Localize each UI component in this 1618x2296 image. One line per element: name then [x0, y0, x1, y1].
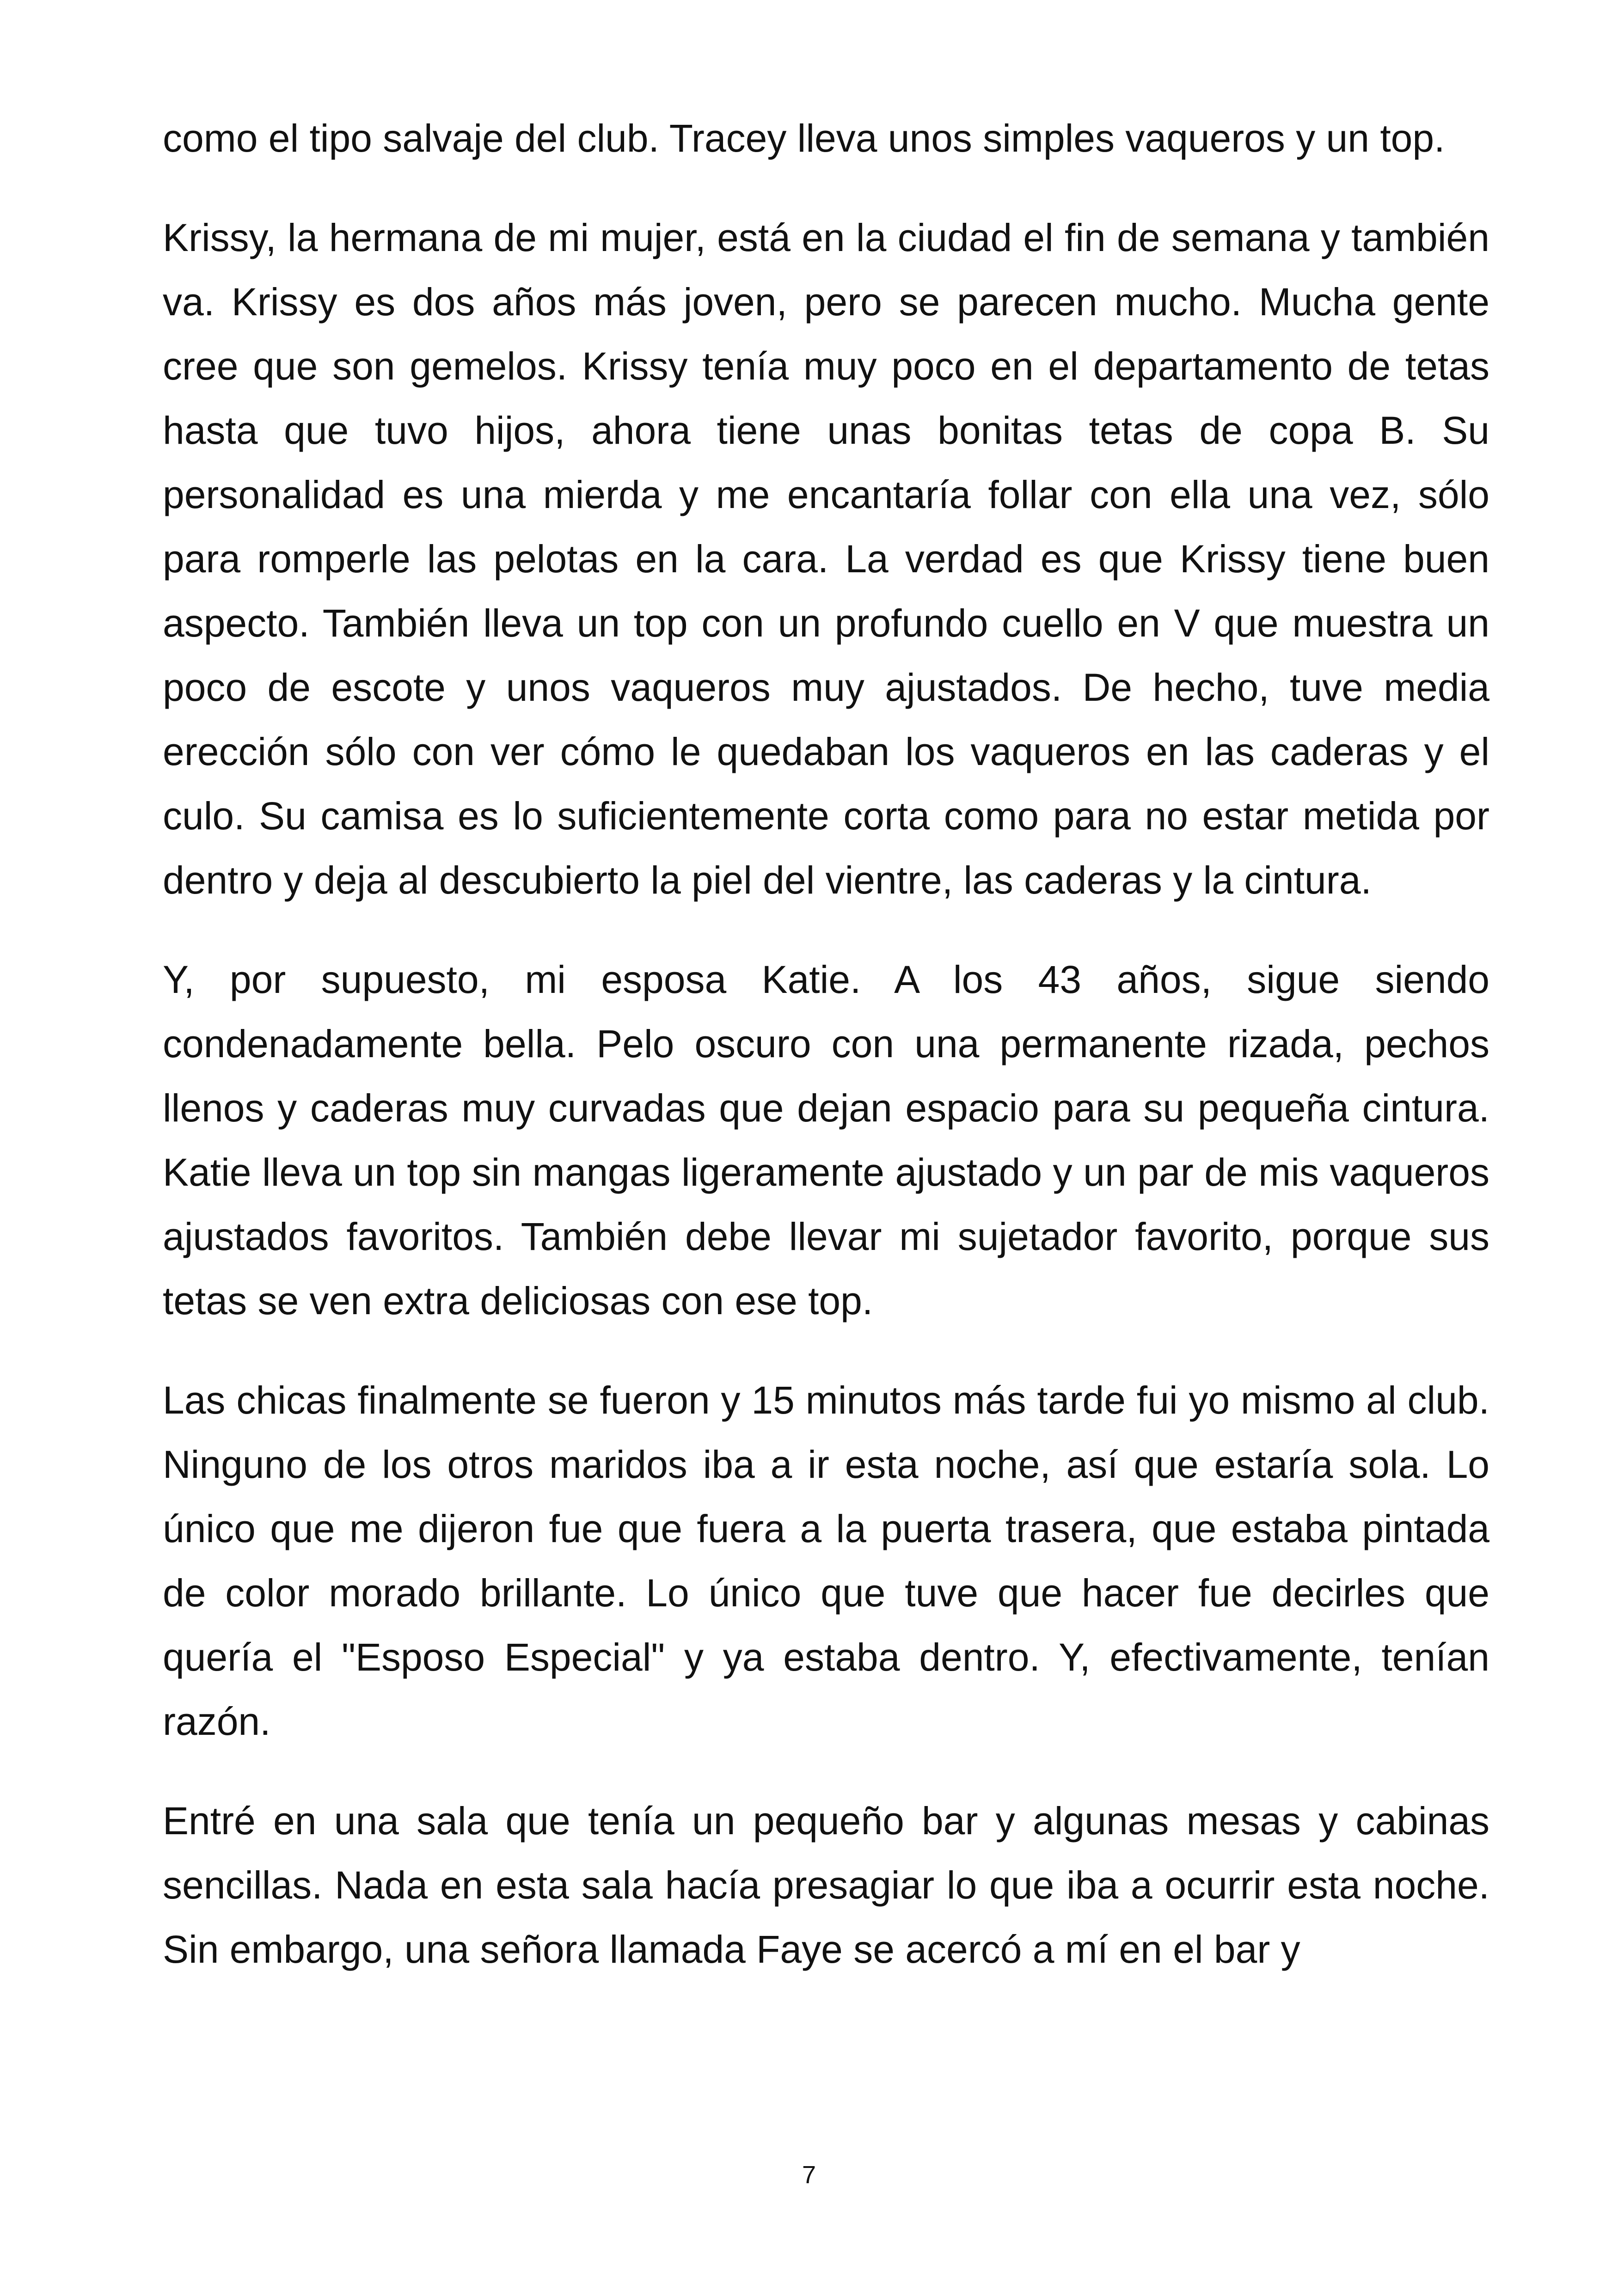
body-text [163, 106, 1489, 1982]
paragraph-2: Krissy, la hermana de mi mujer, está en la ciudad el fin de semana y también va. Krissy es dos años más joven, pero se parecen mucho. Mucha gente cree que son gemelos. Krissy tenía muy poco en el departamento de tetas hasta que tuvo hijos, ahora tiene unas bonitas tetas de copa B. Su personalidad es una mierda y me encantaría follar con ella una vez, sólo para romperle las pelotas en la cara. La verdad es que Krissy tiene buen aspecto. También lleva un top con un profundo cuello en V que muestra un poco de escote y unos vaqueros muy ajustados. De hecho, tuve media erección sólo con ver cómo le quedaban los vaqueros en las caderas y el culo. Su camisa es lo suficientemente corta como para no estar metida por dentro y deja al descubierto la piel del vientre, las caderas y la cintura. [163, 216, 1489, 902]
paragraph-4: Las chicas finalmente se fueron y 15 minutos más tarde fui yo mismo al club. Ninguno de los otros maridos iba a ir esta noche, así que estaría sola. Lo único que me dijeron fue que fuera a la puerta trasera, que estaba pintada de color morado brillante. Lo único que tuve que hacer fue decirles que quería el "Esposo Especial" y ya estaba dentro. Y, efectivamente, tenían razón. [163, 1378, 1489, 1743]
page-number: 7 [802, 2161, 816, 2189]
paragraph-5: Entré en una sala que tenía un pequeño bar y algunas mesas y cabinas sencillas. Nada en esta sala hacía presagiar lo que iba a ocurrir esta noche. Sin embargo, una señora llamada Faye se acercó a mí en el bar y [163, 1799, 1489, 1971]
paragraph-1: como el tipo salvaje del club. Tracey lleva unos simples vaqueros y un top. [163, 116, 1445, 160]
paragraph-3: Y, por supuesto, mi esposa Katie. A los 43 años, sigue siendo condenadamente bella. Pelo oscuro con una permanente rizada, pechos llenos y caderas muy curvadas que dejan espacio para su pequeña cintura. Katie lleva un top sin mangas ligeramente ajustado y un par de mis vaqueros ajustados favoritos. También debe llevar mi sujetador favorito, porque sus tetas se ven extra deliciosas con ese top. [163, 958, 1489, 1322]
